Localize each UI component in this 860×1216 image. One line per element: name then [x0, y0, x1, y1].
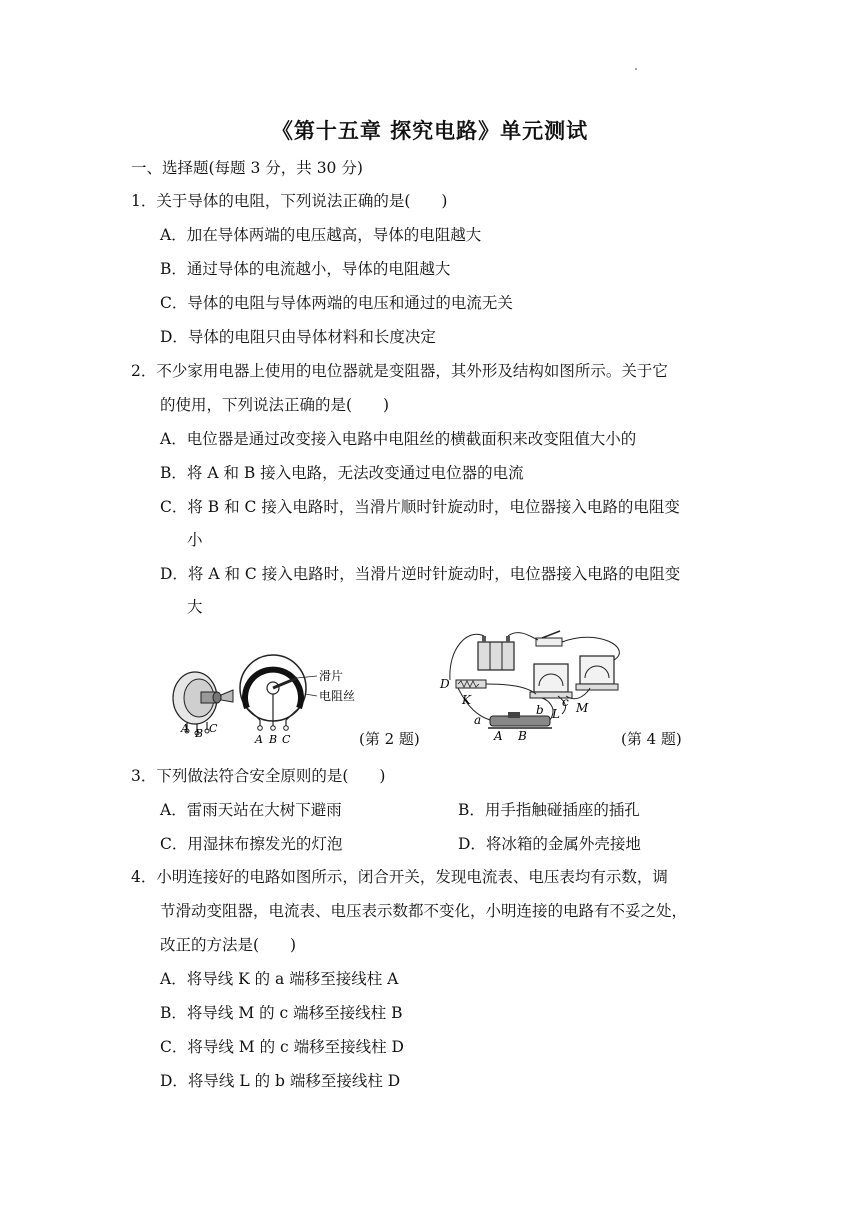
caption-figure-4: (第 4 题) — [621, 730, 682, 748]
q1-option-c: C．导体的电阻与导体两端的电压和通过的电流无关 — [160, 294, 513, 312]
q1-option-a: A．加在导体两端的电压越高，导体的电阻越大 — [160, 226, 482, 244]
q4-option-b: B．将导线 M 的 c 端移至接线柱 B — [160, 1004, 403, 1022]
q2-option-a: A．电位器是通过改变接入电路中电阻丝的横截面积来改变阻值大小的 — [160, 430, 637, 448]
circuit-label-a-lower: a — [474, 713, 482, 727]
q4-option-c: C．将导线 M 的 c 端移至接线柱 D — [160, 1038, 404, 1056]
label-slider: 滑片 — [319, 669, 344, 683]
structure-label-c: C — [282, 733, 291, 746]
circuit-label-k: K — [462, 693, 471, 707]
q2-option-b: B．将 A 和 B 接入电路，无法改变通过电位器的电流 — [160, 464, 524, 482]
circuit-label-m: M — [576, 701, 589, 715]
q2-option-d-line2: 大 — [187, 598, 203, 616]
section-heading: 一、选择题(每题 3 分，共 30 分) — [131, 159, 363, 177]
figure-potentiometer — [165, 640, 380, 750]
q4-stem-line1: 4．小明连接好的电路如图所示，闭合开关，发现电流表、电压表均有示数，调 — [131, 868, 668, 886]
q2-stem-line1: 2．不少家用电器上使用的电位器就是变阻器，其外形及结构如图所示。关于它 — [131, 362, 668, 380]
label-resistance-wire: 电阻丝 — [319, 689, 356, 703]
q3-option-d: D．将冰箱的金属外壳接地 — [458, 835, 641, 853]
circuit-label-c: c — [562, 695, 569, 709]
q4-option-a: A．将导线 K 的 a 端移至接线柱 A — [160, 970, 399, 988]
circuit-label-b-lower: b — [536, 703, 544, 717]
circuit-label-b-terminal: B — [518, 729, 527, 743]
circuit-label-d: D — [440, 677, 450, 691]
q3-option-c: C．用湿抹布擦发光的灯泡 — [160, 835, 343, 853]
circuit-label-a-terminal: A — [494, 729, 503, 743]
q1-option-b: B．通过导体的电流越小，导体的电阻越大 — [160, 260, 451, 278]
knob-label-b: B — [195, 727, 204, 740]
page-mark-dot — [635, 68, 637, 70]
knob-label-a: A — [181, 722, 189, 735]
q2-stem-line2: 的使用，下列说法正确的是( ) — [160, 396, 390, 414]
q4-option-d: D．将导线 L 的 b 端移至接线柱 D — [160, 1072, 401, 1090]
structure-label-b: B — [269, 733, 278, 746]
q1-option-d: D．导体的电阻只由导体材料和长度决定 — [160, 328, 436, 346]
knob-label-c: C — [209, 722, 218, 735]
q1-stem: 1．关于导体的电阻，下列说法正确的是( ) — [131, 192, 448, 210]
structure-label-a: A — [255, 733, 263, 746]
q3-stem: 3．下列做法符合安全原则的是( ) — [131, 767, 386, 785]
figure-circuit — [438, 628, 628, 746]
q3-option-a: A．雷雨天站在大树下避雨 — [160, 801, 342, 819]
q4-stem-line3: 改正的方法是( ) — [160, 936, 297, 954]
circuit-label-l: L — [552, 707, 560, 721]
q2-option-c-line2: 小 — [187, 531, 203, 549]
q4-stem-line2: 节滑动变阻器，电流表、电压表示数都不变化，小明连接的电路有不妥之处， — [160, 902, 688, 920]
q2-option-d-line1: D．将 A 和 C 接入电路时，当滑片逆时针旋动时，电位器接入电路的电阻变 — [160, 565, 681, 583]
caption-figure-2: (第 2 题) — [359, 730, 420, 748]
potentiometer-structure-diagram — [240, 655, 317, 730]
q2-option-c-line1: C．将 B 和 C 接入电路时，当滑片顺时针旋动时，电位器接入电路的电阻变 — [160, 498, 680, 516]
page-title: 《第十五章 探究电路》单元测试 — [271, 119, 589, 143]
q3-option-b: B．用手指触碰插座的插孔 — [458, 801, 640, 819]
